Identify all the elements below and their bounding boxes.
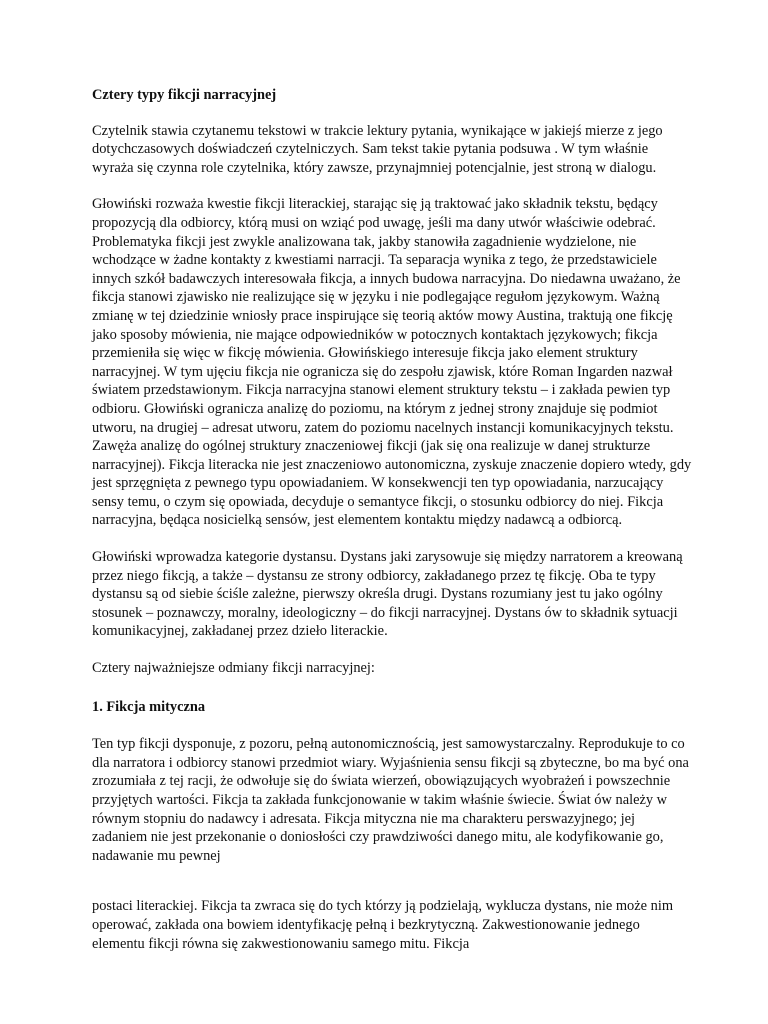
paragraph-reader-role: Czytelnik stawia czytanemu tekstowi w trakcie lektury pytania, wynikające w jakiejś mierze z jego dotychczasowych doświadczeń czytelniczych. Sam tekst takie pytania podsuwa . W tym właśnie wyraża się czynna role czytelnika, który zawsze, przynajmniej potencjalnie, jest stroną w dialogu. <box>92 122 663 176</box>
document-title: Cztery typy fikcji narracyjnej <box>92 87 277 103</box>
page-break-gap <box>92 883 692 897</box>
document-page <box>92 86 692 953</box>
paragraph-mythic-fiction-b: postaci literackiej. Fikcja ta zwraca się do tych którzy ją podzielają, wyklucza dystans, nie może nim operować, zakłada ona bowiem identyfikację pełną i bezkrytyczną. Zakwestionowanie jednego elementu fikcji równa się zakwestionowaniu samego mitu. Fikcja <box>92 898 674 952</box>
paragraph-distance: Głowiński wprowadza kategorie dystansu. Dystans jaki zarysowuje się między narratorem a kreowaną przez niego fikcją, a także – dystansu ze strony odbiorcy, zakładanego przez tę fikcję. Oba te typy dystansu są od siebie ściśle zależne, pierwszy określa drugi. Dystans rozumiany jest tu jako ogólny stosunek – poznawczy, moralny, ideologiczny – do fikcji narracyjnej. Dystans ów to składnik sytuacji komunikacyjnej, zakładanej przez dzieło literackie. <box>92 549 683 640</box>
paragraph-mythic-fiction-a: Ten typ fikcji dysponuje, z pozoru, pełną autonomicznością, jest samowystarczalny. Reprodukuje to co dla narratora i odbiorcy stanowi przedmiot wiary. Wyjaśnienia sensu fikcji są zbyteczne, bo ma być ona zrozumiała z tej racji, że odwołuje się do świata wierzeń, obowiązujących wyobrażeń i powszechnie przyjętych wartości. Fikcja ta zakłada funkcjonowanie w takim właśnie świecie. Świat ów należy w równym stopniu do nadawcy i adresata. Fikcja mityczna nie ma charakteru perswazyjnego; jej zadaniem nie jest przekonanie o doniosłości czy prawdziwości danego mitu, ale kodyfikowanie go, nadawanie mu pewnej <box>92 736 689 864</box>
paragraph-fiction-theory: Głowiński rozważa kwestie fikcji literackiej, starając się ją traktować jako składnik tekstu, będący propozycją dla odbiorcy, którą musi on wziąć pod uwagę, jeśli ma dany utwór właściwie odebrać. Problematyka fikcji jest zwykle analizowana tak, jakby stanowiła zagadnienie wydzielone, nie wchodzące w żadne kontakty z kwestiami narracji. Ta separacja wynika z tego, że przedstawiciele innych szkół badawczych interesowała fikcja, a innych budowa narracyjna. Do niedawna uważano, że fikcja stanowi zjawisko nie realizujące się w języku i nie podlegające regułom językowym. Ważną zmianę w tej dziedzinie wniosły prace inspirujące się teorią aktów mowy Austina, traktują one fikcję jako sposoby mówienia, nie mające odpowiedników w potocznych kontaktach językowych; fikcja przemieniła się więc w fikcję mówienia. Głowińskiego interesuje fikcja jako element struktury narracyjnej. W tym ujęciu fikcja nie ogranicza się do zespołu zjawisk, które Roman Ingarden nazwał światem przedstawionym. Fikcja narracyjna stanowi element struktury tekstu – i zakłada pewien typ odbioru. Głowiński ogranicza analizę do poziomu, na którym z jednej strony znajduje się podmiot utworu, na drugiej – adresat utworu, zatem do poziomu nacelnych instancji komunikacyjnych tekstu. Zawęża analizę do ogólnej struktury znaczeniowej fikcji (jak się ona realizuje w danej strukturze narracyjnej). Fikcja literacka nie jest znaczeniowo autonomiczna, zyskuje znaczenie dopiero wtedy, gdy jest sprzęgnięta z pewnego typu opowiadaniem. W konsekwencji ten typ opowiadania, narzucający sensy temu, o czym się opowiada, decyduje o semantyce fikcji, o stosunku odbiorcy do niej. Fikcja narracyjna, będąca nosicielką sensów, jest elementem kontaktu między nadawcą a odbiorcą. <box>92 196 692 529</box>
paragraph-four-types-intro: Cztery najważniejsze odmiany fikcji narracyjnej: <box>92 660 375 677</box>
section-heading-mythic-fiction: 1. Fikcja mityczna <box>92 698 206 715</box>
